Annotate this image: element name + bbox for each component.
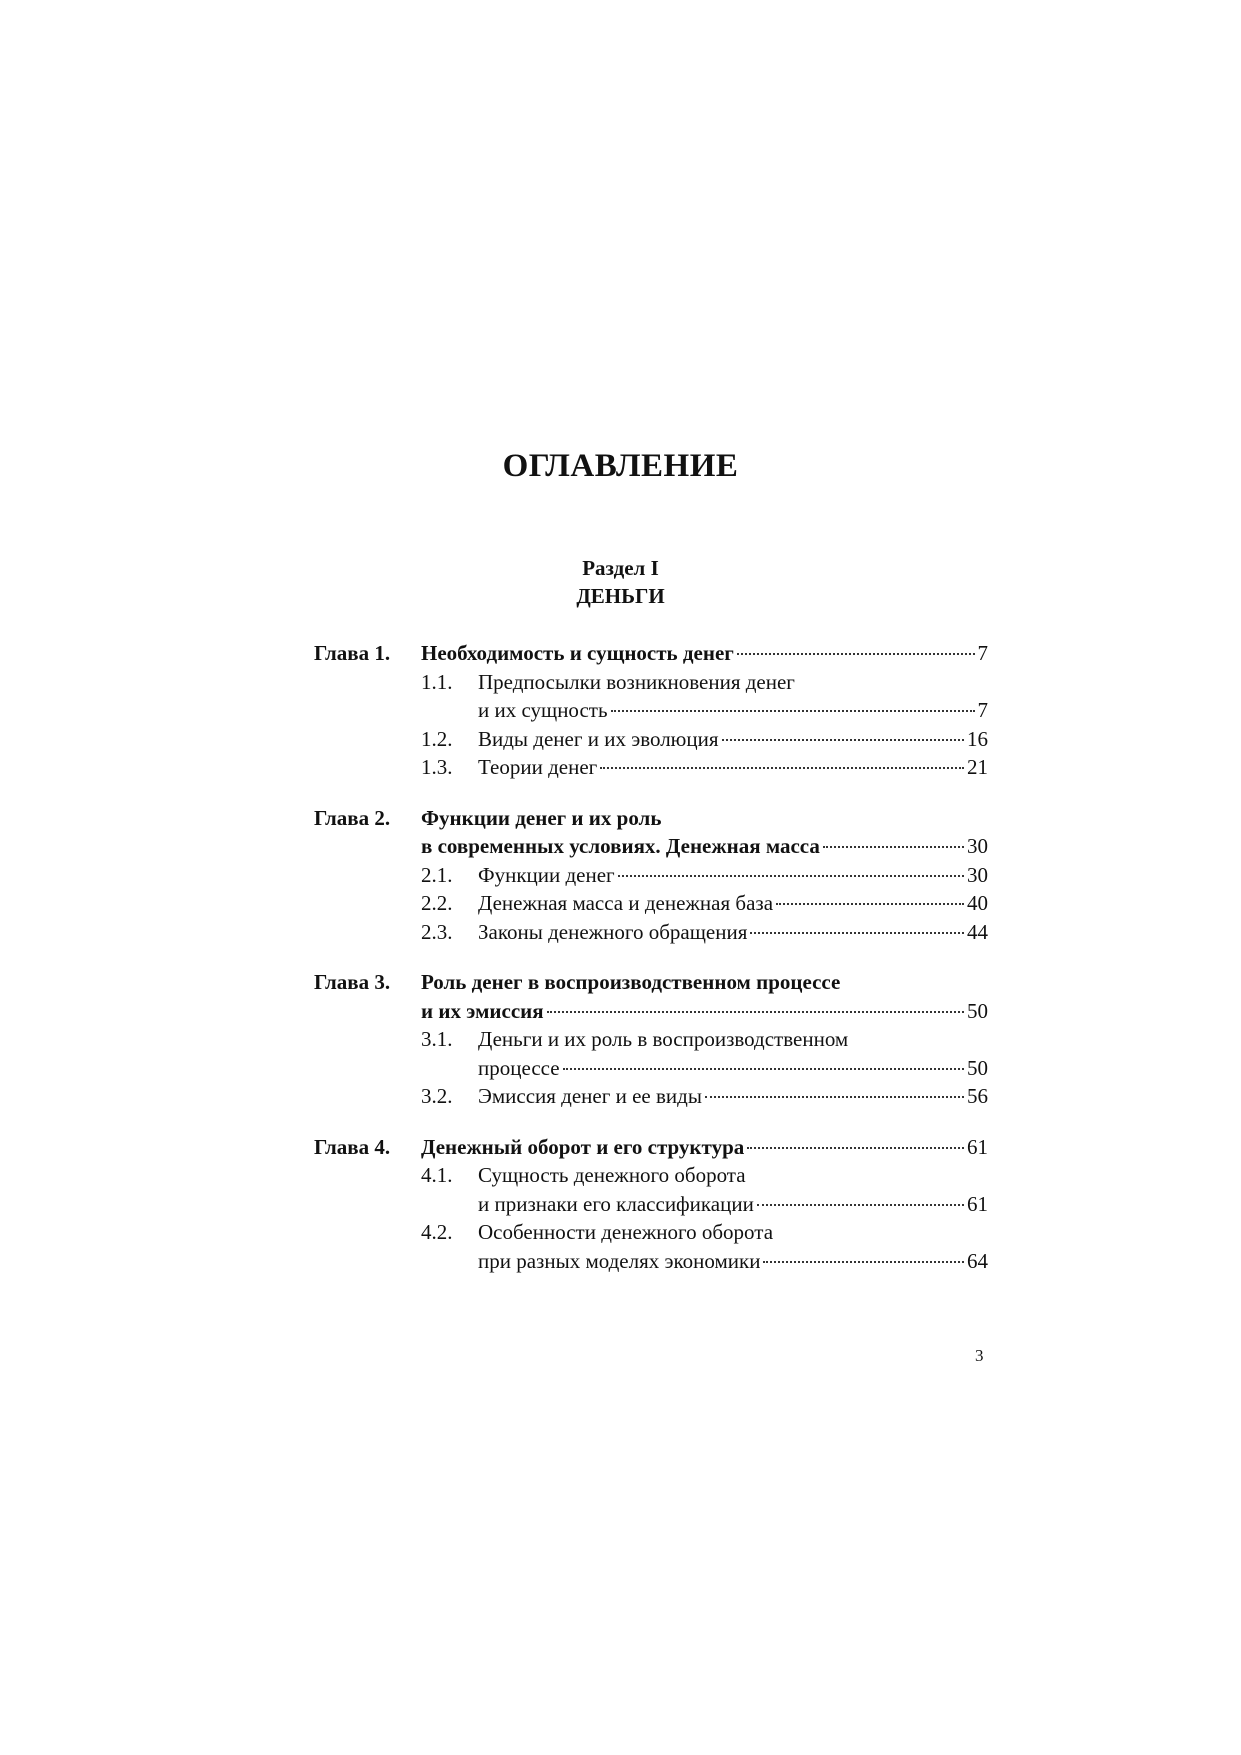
toc-entry-line[interactable] [314,1218,988,1247]
chapter-2 [314,804,988,947]
toc-entry-line[interactable] [314,668,988,697]
chapter-3 [314,968,988,1111]
subsection-title: Деньги и их роль в воспроизводственном [478,1027,849,1051]
toc-entry-line[interactable] [314,1161,988,1190]
subsection-title: Эмиссия денег и ее виды [478,1084,702,1108]
toc-entry-line[interactable] [314,1025,988,1054]
chapter-heading-line[interactable] [314,1133,988,1162]
chapter-heading-line[interactable] [314,832,988,861]
dot-leader [737,653,975,655]
subsection-number: 2.3. [421,919,453,944]
subsection-title: Законы денежного обращения [478,919,748,944]
dot-leader [600,767,964,769]
subsection-number: 3.2. [421,1084,453,1108]
toc-entry-line[interactable] [314,889,988,918]
page-number: 50 [967,998,988,1023]
chapter-heading-line[interactable] [314,804,988,833]
toc-entry-line[interactable] [314,918,988,947]
table-of-contents [314,639,988,1297]
subsection-title: Денежная масса и денежная база [478,891,774,915]
section-label: Раздел I [582,556,659,580]
subsection-title: при разных моделях экономики [478,1248,761,1273]
dot-leader [757,1204,964,1206]
dot-leader [776,903,964,905]
toc-entry-line[interactable] [314,1054,988,1083]
subsection-number: 1.1. [421,669,453,694]
dot-leader [563,1068,964,1070]
subsection-title: процессе [478,1055,560,1080]
toc-entry-line[interactable] [314,1190,988,1219]
subsection-number: 2.1. [421,862,453,887]
page-number: 21 [967,755,988,779]
chapter-1 [314,639,988,782]
page-folio-number: 3 [975,1346,984,1365]
page-number: 7 [977,698,988,722]
subsection-number: 1.3. [421,755,453,779]
subsection-title: и их сущность [478,698,608,722]
subsection-title: Сущность денежного оборота [478,1163,746,1187]
subsection-title: Особенности денежного оборота [478,1220,774,1244]
dot-leader [705,1096,964,1098]
section-name: ДЕНЬГИ [576,584,665,608]
chapter-heading-line[interactable] [314,639,988,668]
chapter-label: Глава 2. [314,805,391,830]
toc-entry-line[interactable] [314,861,988,890]
toc-entry-line[interactable] [314,696,988,725]
page-number: 61 [967,1134,988,1159]
chapter-heading-line[interactable] [314,997,988,1026]
page-number: 44 [967,919,988,944]
dot-leader [763,1261,964,1263]
page-number: 30 [967,834,988,858]
page-number: 7 [977,641,988,665]
page-number: 61 [967,1191,988,1216]
chapter-title: Необходимость и сущность денег [421,641,734,665]
page-number: 40 [967,891,988,915]
chapter-heading-line[interactable] [314,968,988,997]
chapter-title: Функции денег и их роль [421,805,662,830]
subsection-title: Функции денег [478,862,615,887]
dot-leader [547,1011,964,1013]
chapter-title: и их эмиссия [421,998,544,1023]
chapter-label: Глава 4. [314,1134,391,1159]
chapter-title: Роль денег в воспроизводственном процессе [421,970,841,994]
dot-leader [722,739,964,741]
toc-entry-line[interactable] [314,1247,988,1276]
subsection-number: 2.2. [421,891,453,915]
chapter-label: Глава 3. [314,970,391,994]
dot-leader [747,1147,964,1149]
chapter-label: Глава 1. [314,641,391,665]
page-title: ОГЛАВЛЕНИЕ [502,448,739,484]
subsection-number: 4.1. [421,1163,453,1187]
subsection-title: Виды денег и их эволюция [478,726,719,751]
subsection-number: 1.2. [421,726,453,751]
subsection-number: 3.1. [421,1027,453,1051]
chapter-title: Денежный оборот и его структура [421,1134,745,1159]
chapter-title: в современных условиях. Денежная масса [421,834,820,858]
toc-entry-line[interactable] [314,725,988,754]
dot-leader [750,932,964,934]
page-number: 16 [967,726,988,751]
page-number: 64 [967,1248,988,1273]
chapter-4 [314,1133,988,1276]
subsection-title: и признаки его классификации [478,1191,754,1216]
subsection-title: Предпосылки возникновения денег [478,669,795,694]
section-heading [0,554,1241,610]
toc-entry-line[interactable] [314,1082,988,1111]
page-number: 30 [967,862,988,887]
dot-leader [618,875,964,877]
subsection-number: 4.2. [421,1220,453,1244]
dot-leader [823,846,964,848]
page-number: 50 [967,1055,988,1080]
subsection-title: Теории денег [478,755,598,779]
toc-entry-line[interactable] [314,753,988,782]
dot-leader [611,710,975,712]
page-number: 56 [967,1084,988,1108]
